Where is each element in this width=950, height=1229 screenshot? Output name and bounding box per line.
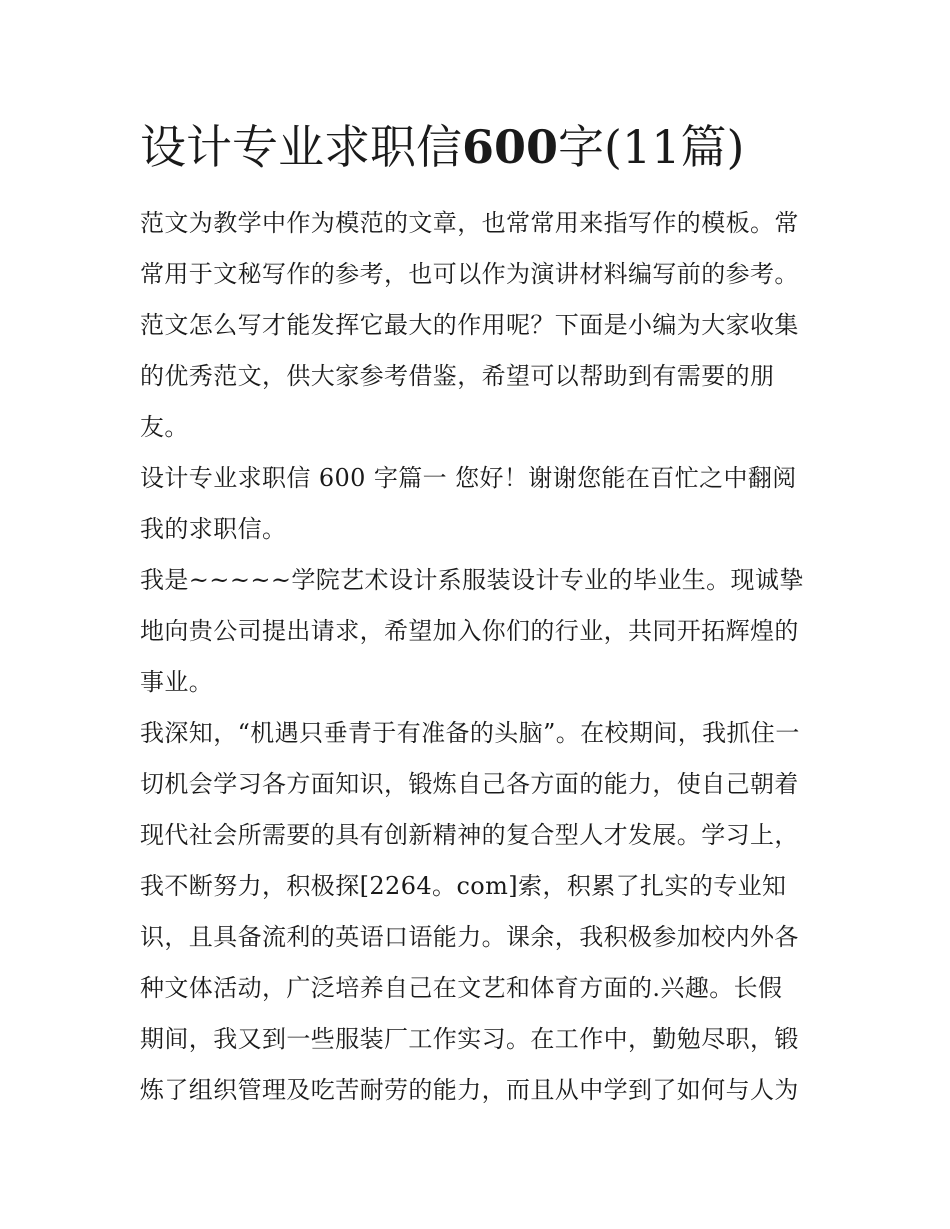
text-line: 范文怎么写才能发挥它最大的作用呢？下面是小编为大家收集	[140, 311, 799, 339]
text-line: 种文体活动，广泛培养自己在文艺和体育方面的.兴趣。长假	[140, 974, 783, 1002]
text-line: 切机会学习各方面知识，锻炼自己各方面的能力，使自己朝着	[140, 770, 799, 798]
text-line: 事业。	[140, 668, 214, 696]
paragraph-introduction	[140, 555, 820, 708]
text-line: 识，且具备流利的英语口语能力。课余，我积极参加校内外各	[140, 923, 799, 951]
text-line: 炼了组织管理及吃苦耐劳的能力，而且从中学到了如何与人为	[140, 1076, 799, 1104]
text-line: 范文为教学中作为模范的文章，也常常用来指写作的模板。常	[140, 209, 799, 237]
text-line: 友。	[140, 413, 189, 441]
paragraph-intro	[140, 198, 820, 453]
document-body	[140, 198, 820, 1116]
title-main: 设计专业求职信	[140, 120, 462, 174]
text-line: 我是~~~~~学院艺术设计系服装设计专业的毕业生。现诚挚	[140, 566, 804, 594]
text-line: 地向贵公司提出请求，希望加入你们的行业，共同开拓辉煌的	[140, 617, 799, 645]
text-line: 期间，我又到一些服装厂工作实习。在工作中，勤勉尽职，锻	[140, 1025, 799, 1053]
title-number: 600	[462, 120, 559, 174]
text-line: 的优秀范文，供大家参考借鉴，希望可以帮助到有需要的朋	[140, 362, 775, 390]
text-line: 现代社会所需要的具有创新精神的复合型人才发展。学习上，	[140, 821, 799, 849]
paragraph-experience	[140, 708, 820, 1116]
text-line: 我深知，“机遇只垂青于有准备的头脑”。在校期间，我抓住一	[140, 719, 800, 747]
paragraph-greeting	[140, 453, 820, 555]
title-tail: 字(11篇)	[558, 120, 745, 174]
text-line: 常用于文秘写作的参考，也可以作为演讲材料编写前的参考。	[140, 260, 799, 288]
text-line: 我的求职信。	[140, 515, 287, 543]
text-line: 设计专业求职信 600 字篇一 您好！谢谢您能在百忙之中翻阅	[140, 464, 797, 492]
text-line: 我不断努力，积极探[2264。com]索，积累了扎实的专业知	[140, 872, 787, 900]
document-title	[140, 112, 840, 182]
